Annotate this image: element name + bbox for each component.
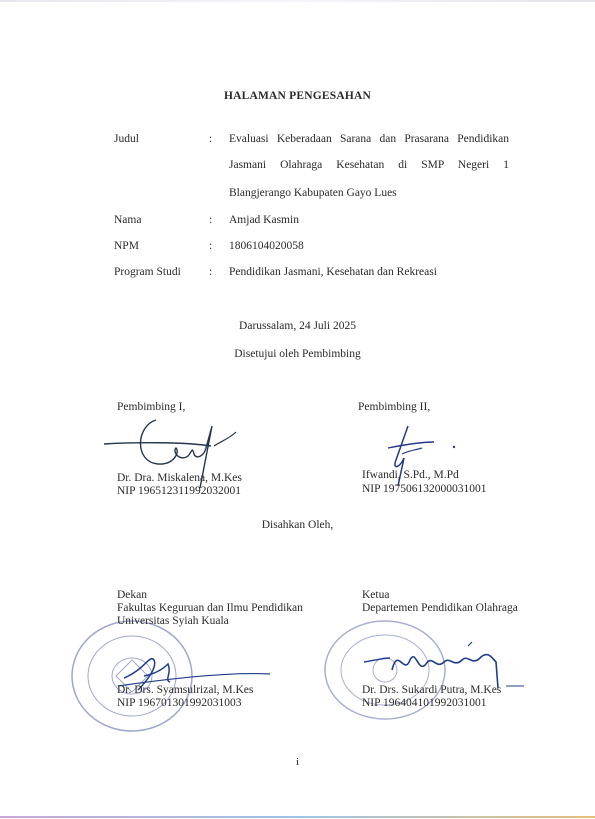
value-judul-line1: Evaluasi Keberadaan Sarana dan Prasarana Pendidikan	[229, 133, 509, 145]
value-judul-line3: Blangjerango Kabupaten Gayo Lues	[229, 187, 397, 199]
label-nama: Nama	[114, 214, 142, 226]
value-npm: 1806104020058	[229, 240, 304, 252]
dean-unit-line1: Fakultas Keguruan dan Ilmu Pendidikan	[117, 602, 303, 614]
scan-edge-bottom	[0, 816, 595, 818]
advisor1-nip: NIP 196512311992032001	[117, 485, 242, 497]
dean-name: Dr. Drs. Syamsulrizal, M.Kes	[117, 684, 254, 696]
page-number: i	[295, 756, 300, 768]
dean-nip: NIP 196701301992031003	[117, 697, 242, 709]
value-judul-line2: Jasmani Olahraga Kesehatan di SMP Negeri 1	[229, 159, 509, 171]
head-unit-line1: Departemen Pendidikan Olahraga	[362, 602, 518, 614]
advisor1-name: Dr. Dra. Miskalena, M.Kes	[117, 472, 242, 484]
head-name: Dr. Drs. Sukardi Putra, M.Kes	[362, 684, 502, 696]
label-npm: NPM	[114, 240, 139, 252]
colon-nama: :	[209, 214, 213, 226]
advisor1-role: Pembimbing I,	[117, 401, 186, 413]
advisor2-nip: NIP 197506132000031001	[362, 483, 487, 495]
colon-npm: :	[209, 240, 213, 252]
page-title: HALAMAN PENGESAHAN	[223, 90, 372, 102]
dean-unit-line2: Universitas Syiah Kuala	[117, 615, 229, 627]
advisor2-role: Pembimbing II,	[358, 401, 431, 413]
colon-program-studi: :	[209, 266, 213, 278]
head-nip: NIP 196404101992031001	[362, 697, 487, 709]
value-program-studi: Pendidikan Jasmani, Kesehatan dan Rekreasi	[229, 266, 437, 278]
value-nama: Amjad Kasmin	[229, 214, 299, 226]
label-program-studi: Program Studi	[114, 266, 181, 278]
ratified-by: Disahkan Oleh,	[261, 519, 334, 531]
scan-edge-top	[0, 0, 595, 2]
place-date: Darussalam, 24 Juli 2025	[239, 320, 356, 332]
head-role: Ketua	[362, 589, 390, 601]
advisor2-name: Ifwandi, S.Pd., M.Pd	[362, 469, 459, 481]
dean-role: Dekan	[117, 589, 148, 601]
label-judul: Judul	[114, 133, 139, 145]
colon-judul: :	[209, 133, 213, 145]
approved-by: Disetujui oleh Pembimbing	[234, 348, 361, 360]
